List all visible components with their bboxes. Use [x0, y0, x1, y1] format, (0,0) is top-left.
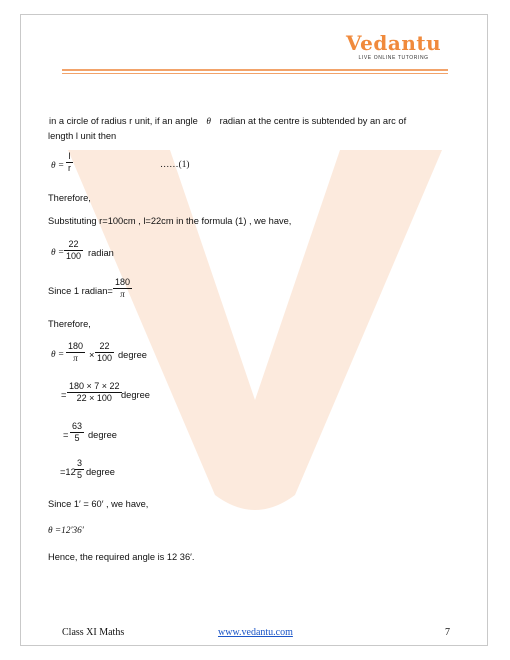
- since-radian-text: Since 1 radian=: [48, 286, 113, 296]
- formula-2-unit: radian: [88, 248, 114, 258]
- formula-3-times: ×: [89, 350, 95, 360]
- logo-wordmark: Vedantu: [346, 31, 442, 55]
- formula-5-fraction: $\frac{63}{5}$: [72, 421, 83, 443]
- formula-3-lhs: θ =: [51, 350, 65, 360]
- formula-5-eq: =: [63, 430, 69, 440]
- since-radian-fraction: $\frac{180}{\pi}$: [115, 277, 131, 299]
- footer-website-link[interactable]: www.vedantu.com: [218, 627, 293, 638]
- formula-5-unit: degree: [88, 430, 117, 440]
- vedantu-watermark-icon: [60, 150, 450, 510]
- formula-2-lhs: θ =: [51, 248, 65, 258]
- formula-4-eq: =: [61, 390, 67, 400]
- formula-3-unit: degree: [118, 350, 147, 360]
- therefore-1: Therefore,: [48, 193, 91, 203]
- formula-4-unit: degree: [121, 390, 150, 400]
- formula-2-fraction: $\frac{22}{100}$: [66, 239, 82, 261]
- formula-3-fraction-1: $\frac{180}{\pi}$: [68, 341, 84, 363]
- formula-6-fraction: $\frac{3}{5}$: [77, 458, 83, 480]
- logo-tagline: LIVE ONLINE TUTORING: [358, 55, 429, 61]
- vedantu-logo: [346, 33, 441, 61]
- footer-page-number: 7: [445, 627, 450, 638]
- formula-6-unit: degree: [86, 467, 115, 477]
- formula-4-fraction: $\frac{180 \times 7 \times 22}{22 \times 100}$: [69, 381, 120, 403]
- formula-6-whole: =12: [60, 467, 76, 477]
- footer-class-label: Class XI Maths: [62, 627, 125, 638]
- since-minutes-line: Since 1′ = 60′ , we have,: [48, 499, 149, 509]
- formula-3-fraction-2: $\frac{22}{100}$: [97, 341, 113, 363]
- therefore-2: Therefore,: [48, 319, 91, 329]
- header-rule-thin: [62, 73, 448, 74]
- intro-line-2: length l unit then: [48, 131, 117, 141]
- conclusion-line: Hence, the required angle is 12 36′.: [48, 552, 195, 562]
- substitution-line: Substituting r=100cm , l=22cm in the formula (1) , we have,: [48, 216, 292, 226]
- intro-line-1: in a circle of radius r unit, if an angle θ radian at the centre is subtended by an arc of: [49, 116, 407, 127]
- result-line: θ =12′36′: [48, 526, 84, 536]
- formula-1-lhs: θ =: [51, 161, 65, 171]
- equation-tag: ……(1): [160, 160, 190, 170]
- header-rule: [62, 69, 448, 71]
- formula-1-fraction: $\frac{l}{r}$: [68, 151, 71, 173]
